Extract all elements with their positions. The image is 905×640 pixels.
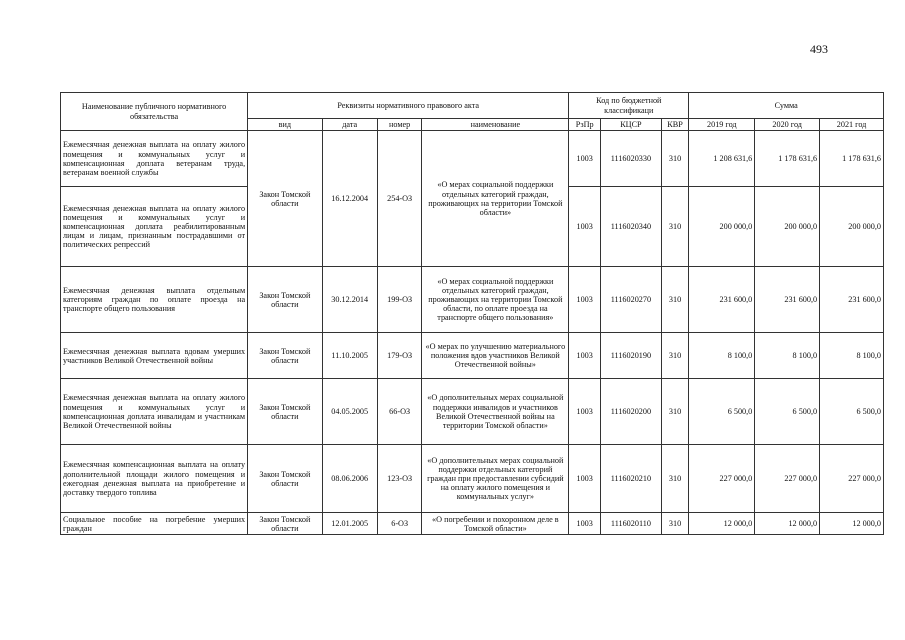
header-kcsr: КЦСР [601, 119, 662, 131]
obligation-name: Ежемесячная денежная выплата на оплату жилого помещения и коммунальных услуг и компенсационная доплата реабилитированным лицам и лицам, признанным пострадавшими от политических репрессий [61, 187, 248, 267]
sum-2021: 200 000,0 [820, 187, 884, 267]
rzpr-code: 1003 [569, 445, 601, 513]
header-rzpr: РзПр [569, 119, 601, 131]
header-name: Наименование публичного нормативного обязательства [61, 93, 248, 131]
kvr-code: 310 [661, 131, 689, 187]
kvr-code: 310 [661, 187, 689, 267]
table-row [61, 513, 884, 535]
act-title: «О мерах по улучшению материального положения вдов участников Великой Отечественной войны» [422, 333, 569, 379]
header-sum-group: Сумма [689, 93, 884, 119]
header-2019: 2019 год [689, 119, 755, 131]
header-2021: 2021 год [820, 119, 884, 131]
rzpr-code: 1003 [569, 187, 601, 267]
sum-2021: 231 600,0 [820, 267, 884, 333]
act-number: 254-ОЗ [377, 131, 422, 267]
kvr-code: 310 [661, 445, 689, 513]
header-vid: вид [248, 119, 322, 131]
sum-2019: 200 000,0 [689, 187, 755, 267]
sum-2021: 12 000,0 [820, 513, 884, 535]
act-type: Закон Томской области [248, 513, 322, 535]
rzpr-code: 1003 [569, 267, 601, 333]
act-title: «О дополнительных мерах социальной поддержки отдельных категорий граждан при предоставлении субсидий на оплату жилого помещения и коммунальных услуг» [422, 445, 569, 513]
sum-2020: 8 100,0 [755, 333, 820, 379]
sum-2020: 231 600,0 [755, 267, 820, 333]
rzpr-code: 1003 [569, 131, 601, 187]
header-kvr: КВР [661, 119, 689, 131]
header-2020: 2020 год [755, 119, 820, 131]
act-type: Закон Томской области [248, 267, 322, 333]
obligation-name: Социальное пособие на погребение умерших граждан [61, 513, 248, 535]
rzpr-code: 1003 [569, 513, 601, 535]
header-date: дата [322, 119, 377, 131]
sum-2019: 12 000,0 [689, 513, 755, 535]
kvr-code: 310 [661, 379, 689, 445]
sum-2021: 1 178 631,6 [820, 131, 884, 187]
header-code-group: Код по бюджетной классификаци [569, 93, 689, 119]
sum-2019: 227 000,0 [689, 445, 755, 513]
obligation-name: Ежемесячная компенсационная выплата на оплату дополнительной площади жилого помещения и ежегодная денежная выплата на приобретение и доставку твердого топлива [61, 445, 248, 513]
sum-2020: 6 500,0 [755, 379, 820, 445]
header-number: номер [377, 119, 422, 131]
rzpr-code: 1003 [569, 333, 601, 379]
kcsr-code: 1116020270 [601, 267, 662, 333]
kcsr-code: 1116020340 [601, 187, 662, 267]
act-title: «О мерах социальной поддержки отдельных категорий граждан, проживающих на территории Томской области» [422, 131, 569, 267]
header-act-group: Реквизиты нормативного правового акта [248, 93, 569, 119]
act-number: 199-ОЗ [377, 267, 422, 333]
kvr-code: 310 [661, 333, 689, 379]
act-date: 30.12.2014 [322, 267, 377, 333]
table-row [61, 333, 884, 379]
act-type: Закон Томской области [248, 333, 322, 379]
act-number: 179-ОЗ [377, 333, 422, 379]
obligation-name: Ежемесячная денежная выплата отдельным категориям граждан по оплате проезда на транспорте общего пользования [61, 267, 248, 333]
obligation-name: Ежемесячная денежная выплата вдовам умерших участников Великой Отечественной войны [61, 333, 248, 379]
sum-2019: 6 500,0 [689, 379, 755, 445]
act-number: 6-ОЗ [377, 513, 422, 535]
sum-2019: 8 100,0 [689, 333, 755, 379]
act-date: 08.06.2006 [322, 445, 377, 513]
table-row [61, 379, 884, 445]
act-type: Закон Томской области [248, 131, 322, 267]
sum-2021: 8 100,0 [820, 333, 884, 379]
table-row [61, 445, 884, 513]
act-type: Закон Томской области [248, 379, 322, 445]
kcsr-code: 1116020330 [601, 131, 662, 187]
sum-2021: 6 500,0 [820, 379, 884, 445]
act-type: Закон Томской области [248, 445, 322, 513]
table-row [61, 131, 884, 187]
act-number: 123-ОЗ [377, 445, 422, 513]
sum-2020: 227 000,0 [755, 445, 820, 513]
act-date: 12.01.2005 [322, 513, 377, 535]
sum-2019: 231 600,0 [689, 267, 755, 333]
table-row [61, 267, 884, 333]
sum-2021: 227 000,0 [820, 445, 884, 513]
act-title: «О дополнительных мерах социальной поддержки инвалидов и участников Великой Отечественной войны на территории Томской области» [422, 379, 569, 445]
sum-2019: 1 208 631,6 [689, 131, 755, 187]
kvr-code: 310 [661, 513, 689, 535]
act-title: «О погребении и похоронном деле в Томской области» [422, 513, 569, 535]
sum-2020: 1 178 631,6 [755, 131, 820, 187]
obligation-name: Ежемесячная денежная выплата на оплату жилого помещения и коммунальных услуг и компенсационная доплата ветеранам труда, ветеранам военной службы [61, 131, 248, 187]
kcsr-code: 1116020210 [601, 445, 662, 513]
act-date: 11.10.2005 [322, 333, 377, 379]
obligation-name: Ежемесячная денежная выплата на оплату жилого помещения и коммунальных услуг и компенсационная доплата инвалидам и участникам Великой Отечественной войны [61, 379, 248, 445]
act-date: 16.12.2004 [322, 131, 377, 267]
act-number: 66-ОЗ [377, 379, 422, 445]
header-title: наименование [422, 119, 569, 131]
sum-2020: 12 000,0 [755, 513, 820, 535]
act-title: «О мерах социальной поддержки отдельных категорий граждан, проживающих на территории Томской области, по оплате проезда на транспорте общего пользования» [422, 267, 569, 333]
kvr-code: 310 [661, 267, 689, 333]
kcsr-code: 1116020200 [601, 379, 662, 445]
act-date: 04.05.2005 [322, 379, 377, 445]
kcsr-code: 1116020110 [601, 513, 662, 535]
rzpr-code: 1003 [569, 379, 601, 445]
obligations-table [60, 92, 884, 535]
sum-2020: 200 000,0 [755, 187, 820, 267]
page-number: 493 [810, 42, 828, 56]
kcsr-code: 1116020190 [601, 333, 662, 379]
